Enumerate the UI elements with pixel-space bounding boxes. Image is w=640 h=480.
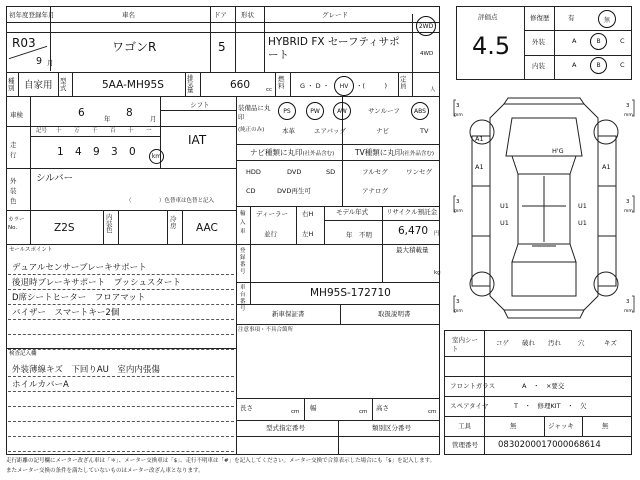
equipment-item: PS (283, 107, 291, 115)
sheet-item: 汚れ (548, 339, 561, 347)
navi-title: ナビ種類に丸印(社外品含む) (250, 148, 335, 157)
repair-no-circle (598, 10, 616, 28)
dotted-rule (8, 304, 234, 305)
diagram-u1-bottom-left: U1 (500, 219, 509, 227)
diagram-u1-bottom-right: U1 (578, 219, 587, 227)
new-car-warranty: 新車保証書 (272, 310, 305, 318)
sheet-item: キズ (604, 339, 617, 347)
width-unit: cm (359, 409, 368, 415)
mileage-unit-header: 万 (74, 128, 80, 134)
exterior-eval-label: 外装 (532, 38, 545, 46)
grade-label: グレード (322, 11, 348, 19)
equipment-circle-abs (411, 102, 429, 120)
height-label: 高さ (376, 404, 389, 412)
capacity-label: 定員 (400, 75, 407, 90)
class-label: 類別区分番号 (372, 424, 411, 432)
dotted-rule (8, 436, 234, 437)
mileage-unit-header: 十 (128, 128, 134, 134)
reg-year-value: R03 (12, 36, 36, 50)
color-no-label: カラーNo. (8, 217, 25, 231)
model-year-value: 年 不明 (346, 231, 372, 239)
repair-yes: 有 (568, 14, 575, 22)
mileage-digit: 9 (93, 146, 100, 158)
mileage-unit-header: 記号 (36, 128, 48, 134)
fuel-label: 燃料 (278, 75, 285, 90)
drive-2wd-circle (416, 16, 436, 36)
equipment-item: ナビ (376, 127, 389, 135)
mileage-unit-header: 一 (146, 128, 152, 134)
kg-unit: kg (434, 270, 441, 276)
navi-hdd: HDD (246, 168, 261, 176)
selling-point-line: デュアルセンサーブレーキサポート (12, 263, 147, 273)
equipment-circle-pw (306, 102, 324, 120)
footer-line2: またメーター交換の条件を満たしていないものはメーター改ざん車となります。 (6, 468, 204, 474)
chassis-label: 車台番号 (240, 285, 246, 312)
recycle-label: リサイクル預託金 (386, 208, 438, 216)
dotted-rule (8, 349, 234, 350)
inspection-label: 車検 (10, 111, 23, 119)
sheet-item: 破れ (522, 339, 535, 347)
tv-title: TV種類に丸印(社外品含む) (355, 148, 435, 157)
model-year-label: モデル年式 (336, 208, 369, 216)
recycle-value: 6,470 (398, 225, 429, 237)
equipment-circle-ps (278, 102, 296, 120)
equipment-item: ABS (414, 107, 426, 115)
type-cert-label: 型式指定番号 (266, 424, 305, 432)
equipment-item: AW (337, 107, 347, 115)
mileage-digit: 4 (75, 146, 82, 158)
fuel-selected-circle (334, 76, 354, 96)
mileage-label: 走行 (10, 141, 17, 159)
navi-cd: CD (246, 187, 256, 195)
fuel-selected: HV (339, 82, 349, 90)
bracket-mm: mm (454, 309, 463, 314)
navi-sd: SD (326, 168, 336, 176)
grade-item: C (620, 37, 625, 45)
shape-label: 形状 (241, 11, 254, 19)
tools-value: 無 (510, 422, 517, 430)
jack-value: 無 (602, 422, 609, 430)
selling-point-line: D席シートヒーター フロアマット (12, 293, 146, 303)
doors-value: 5 (218, 40, 226, 54)
grade-item: B (596, 62, 601, 69)
diagram-a1-left: A1 (475, 163, 484, 171)
car-name-label: 車名 (122, 11, 135, 19)
selling-point-line: バイザー スマートキー2個 (12, 308, 120, 318)
dotted-rule (8, 376, 234, 377)
bracket-number: 3 (456, 199, 460, 205)
sheet-item: コゲ (496, 339, 509, 347)
jack-label: ジャッキ (548, 422, 574, 430)
car-diagram-svg (452, 96, 636, 326)
equipment-item: PW (310, 107, 320, 115)
displacement-label: 排気量 (187, 74, 194, 94)
color-no-value: Z2S (54, 222, 75, 234)
grade-circle (590, 33, 607, 50)
dotted-rule (8, 289, 234, 290)
right-hand-label: 右H (302, 210, 314, 218)
bracket-mm: mm (624, 309, 633, 314)
car-name-value: ワゴンR (112, 40, 157, 54)
ac-label: 冷房 (170, 215, 177, 230)
selling-point-line: 後退時ブレーキサポート プッシュスタート (12, 278, 181, 288)
dotted-rule (8, 319, 234, 320)
windshield-label: フロントガラス (450, 382, 496, 390)
mileage-digit: 0 (129, 146, 136, 158)
bracket-mm: mm (624, 113, 633, 118)
dotted-rule (8, 451, 234, 452)
notes-label: 注意事項・不具合箇所 (238, 327, 294, 333)
grade-value: HYBRID FX セーフティサポート (268, 36, 400, 61)
grade-item: A (572, 37, 577, 45)
left-hand-label: 左H (302, 230, 314, 238)
displacement-value: 660 (230, 79, 251, 91)
reg-year-label: 初年度登録年月 (9, 11, 55, 19)
navi-dvd: DVD (287, 168, 302, 176)
dotted-rule (8, 274, 234, 275)
equipment-subtitle: (純正のみ) (238, 127, 265, 133)
tools-label: 工具 (458, 422, 471, 430)
inspection-month-unit: 月 (150, 115, 157, 123)
tv-analog: アナログ (362, 187, 388, 195)
equipment-title: 装備品に丸印 (238, 104, 271, 121)
drive-2wd: 2WD (418, 22, 434, 30)
use-value: 自家用 (24, 80, 53, 91)
diagram-u1-right: U1 (578, 202, 587, 210)
mgmt-label: 管理番号 (452, 441, 478, 449)
cc-unit: cc (266, 87, 273, 93)
interior-sheet-label: 室内シート (452, 336, 478, 353)
manual-label: 取扱説明書 (378, 310, 411, 318)
equipment-item: エアバッグ (314, 127, 346, 135)
tv-fullseg: フルセグ (362, 168, 388, 176)
repair-no: 無 (603, 16, 610, 24)
mgmt-value: 0830200017000068614 (498, 440, 601, 450)
model-label: 型式 (60, 77, 67, 92)
bracket-mm: mm (624, 209, 633, 214)
drive-4wd: 4WD (420, 51, 434, 57)
inspector-line: ホイルカバーA (12, 380, 69, 390)
selling-points-label: セールスポイント (9, 247, 53, 253)
mileage-unit-header: 百 (110, 128, 116, 134)
score-value: 4.5 (472, 32, 511, 60)
shift-label: シフト (190, 101, 210, 109)
fuel-other: ・( ) (356, 82, 388, 90)
door-label: ドア (214, 11, 227, 19)
interior-color-label: 内装色 (106, 213, 113, 234)
navi-dvd-play: DVD再生可 (277, 187, 311, 195)
fuel-options: G ・ D ・ (300, 82, 330, 90)
repair-label: 修復歴 (530, 14, 550, 22)
sheet-item: 穴 (578, 339, 585, 347)
mileage-unit-header: 十 (56, 128, 62, 134)
dotted-rule (8, 334, 234, 335)
grade-item: B (596, 38, 601, 45)
length-unit: cm (291, 409, 300, 415)
reg-month-unit: 月 (47, 59, 54, 67)
inspection-year: 6 (78, 107, 85, 119)
spare-label: スペアタイヤ (450, 402, 489, 410)
equipment-circle-aw (333, 102, 351, 120)
diagram-a1-right: A1 (602, 163, 611, 171)
equipment-item: 本革 (282, 127, 295, 135)
shift-value: IAT (188, 133, 207, 147)
dotted-rule (8, 391, 234, 392)
score-label: 評価点 (478, 13, 498, 21)
exterior-label: 外装色 (10, 177, 17, 205)
bracket-number: 3 (626, 199, 630, 205)
bracket-number: 3 (626, 103, 630, 109)
windshield-value: A ・ ×要交 (522, 382, 565, 390)
height-unit: cm (428, 409, 437, 415)
dotted-rule (8, 406, 234, 407)
mileage-digit: 1 (57, 146, 64, 158)
grade-item: C (620, 61, 625, 69)
grade-circle (590, 57, 607, 74)
km-unit: km (151, 153, 162, 160)
mileage-digit: 3 (111, 146, 118, 158)
parallel-label: 並行 (264, 230, 277, 238)
mileage-unit-header: 千 (92, 128, 98, 134)
exterior-color-value: シルバー (36, 173, 74, 184)
bracket-number: 3 (626, 299, 630, 305)
dealer-label: ディーラー (256, 210, 288, 218)
spare-value: T ・ 修理KIT ・ 欠 (514, 402, 587, 410)
inspector-line: 外装薄線キズ 下回りAU 室内内張傷 (12, 365, 160, 375)
reg-month-value: 9 (36, 56, 43, 67)
model-value: 5AA-MH95S (102, 79, 164, 91)
grade-item: A (572, 61, 577, 69)
dotted-rule (8, 421, 234, 422)
car-diagram (452, 96, 636, 326)
bracket-mm: mm (454, 209, 463, 214)
diagram-hg-label: H'G (552, 147, 564, 155)
chassis-value: MH95S-172710 (310, 287, 391, 299)
bracket-number: 3 (456, 103, 460, 109)
max-load-label: 最大積載量 (396, 246, 429, 254)
interior-eval-label: 内装 (532, 62, 545, 70)
import-label: 輸入車 (240, 211, 246, 235)
length-label: 長さ (240, 404, 253, 412)
inspector-label: 検査記入欄 (9, 351, 37, 357)
exterior-note: （ ）色替車は色替と記入 (126, 198, 215, 204)
inspection-month: 8 (126, 107, 133, 119)
diagram-a1-top: A1 (475, 135, 484, 143)
width-label: 幅 (310, 404, 317, 412)
yen-unit: 円 (434, 231, 440, 237)
diagram-u1-left: U1 (500, 202, 509, 210)
tv-oneseg: ワンセグ (406, 168, 432, 176)
capacity-unit: 人 (430, 87, 436, 93)
km-unit-circle (149, 149, 164, 164)
bracket-number: 3 (456, 299, 460, 305)
inspection-year-unit: 年 (104, 115, 111, 123)
footer-line1: 走行距離の記号欄にメーター改ざん車は「＊」、メーター交換車は「$」、走行不明車は「#」を記入してください。メーター交換で合算表示した場合にも「$」を記入します。 (6, 458, 436, 464)
bracket-mm: mm (454, 113, 463, 118)
category-label: 種別 (8, 77, 15, 92)
equipment-item: サンルーフ (368, 107, 400, 115)
ac-value: AAC (196, 222, 218, 234)
reg-no-label: 登録番号 (240, 248, 246, 275)
equipment-item: TV (420, 127, 429, 135)
